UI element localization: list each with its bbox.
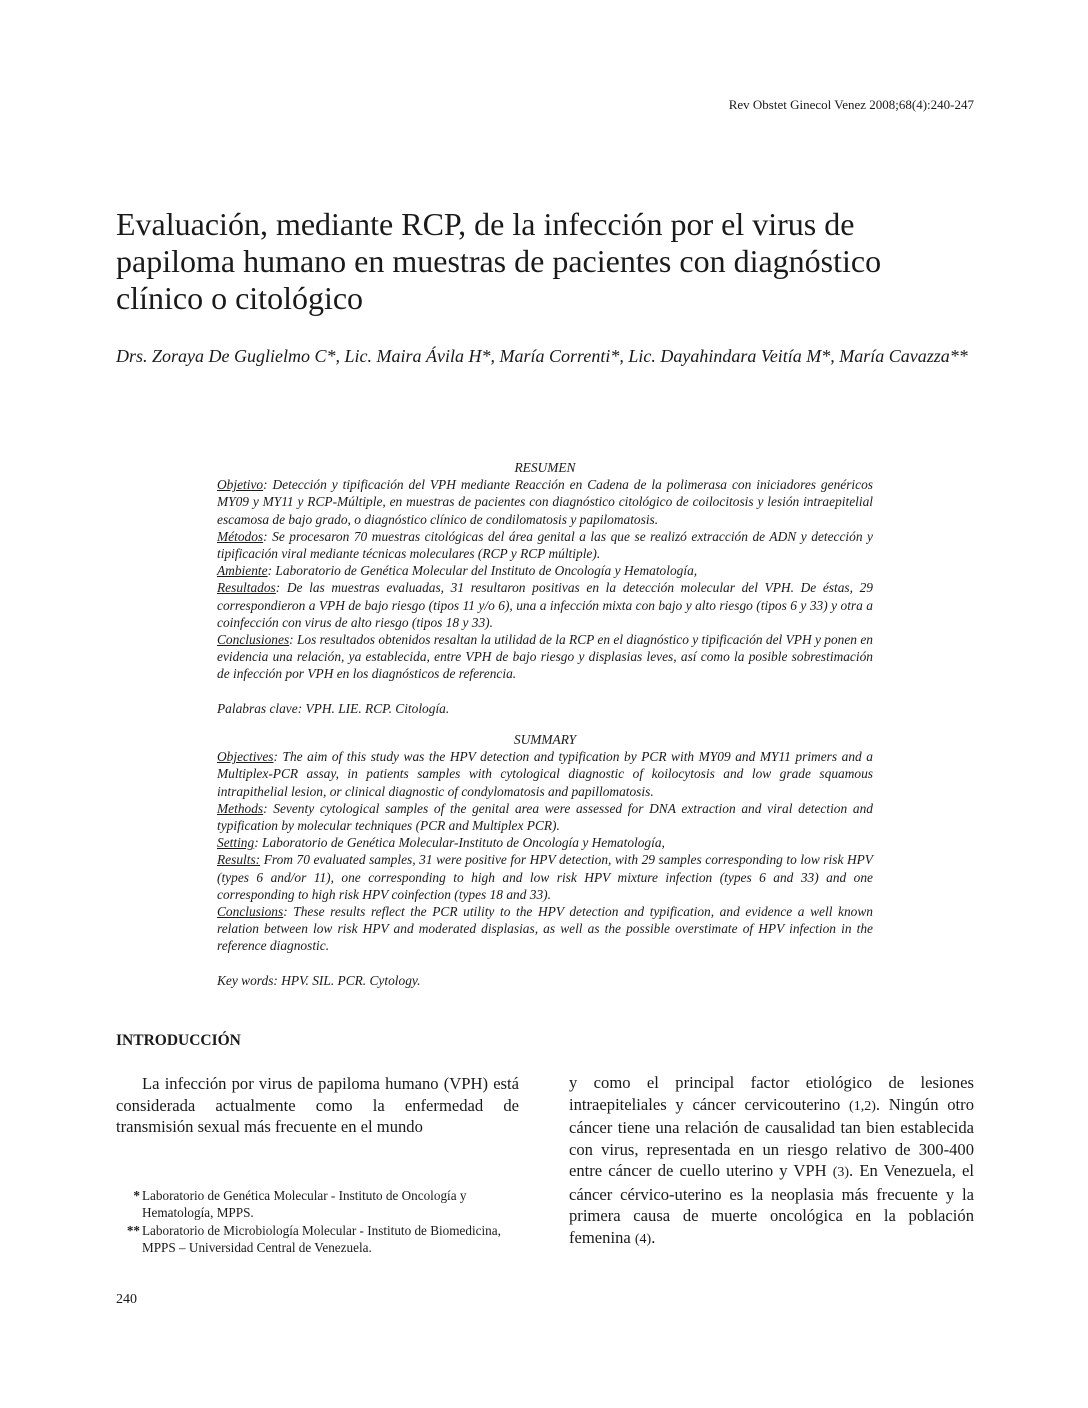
section-text: : De las muestras evaluadas, 31 resultaron positivas en la detección molecular del VPH. De éstas, 29 correspondieron a VPH de bajo riesgo (tipos 11 y/o 6), una a infección mixta con bajo y alto riesgo (tipos 6 y 33) y otra a coinfección con virus de alto riesgo (tipos 18 y 33). — [217, 580, 873, 630]
intro-text: . — [651, 1227, 656, 1247]
citation: (3) — [832, 1165, 850, 1180]
intro-text: y como el principal factor etiológico de lesiones intraepiteliales y cáncer cervicouterino — [569, 1073, 974, 1114]
summary-results — [217, 851, 873, 903]
section-text: : Detección y tipificación del VPH mediante Reacción en Cadena de la polimerasa con iniciadores genéricos MY09 y MY11 y RCP-Múltiple, en muestras de pacientes con diagnóstico citológico de coilocitosis y lesión intraepitelial escamosa de bajo grado, o diagnóstico clínico de condilomatosis y papilomatosis. — [217, 477, 873, 527]
intro-column-left: La infección por virus de papiloma humano (VPH) está considerada actualmente como la enfermedad de transmisión sexual más frecuente en el mundo — [116, 1074, 519, 1136]
resumen-conclusiones — [217, 631, 873, 683]
section-label: Conclusions — [217, 904, 284, 920]
intro-text: . Ningún otro cáncer tiene una relación de causalidad tan bien establecida con virus, representada en un riesgo relativo de 300-400 entre cáncer de cuello uterino y VPH — [569, 1094, 974, 1180]
section-label: Methods — [217, 800, 264, 816]
section-text: : These results reflect the PCR utility to the HPV detection and typification, and evidence a well known relation between low risk HPV and moderated displasias, as well as the possible overstimate of HPV infection in the reference diagnostic. — [217, 904, 873, 954]
resumen-metodos — [217, 528, 873, 562]
section-text: : Se procesaron 70 muestras citológicas del área genital a las que se realizó extracción de ADN y detección y tipificación viral mediante técnicas moleculares (RCP y RCP múltiple). — [217, 528, 873, 562]
section-heading-introduccion: INTRODUCCIÓN — [116, 1032, 241, 1049]
summary-abstract — [217, 731, 873, 989]
section-text: : The aim of this study was the HPV detection and typification by PCR with MY09 and MY11 primers and a Multiplex-PCR assay, in patients samples with cytological diagnostic of koilocytosis and low grade squamous intrapithelial lesion, or clinical diagnostic of condylomatosis and papillomatosis. — [217, 749, 873, 799]
intro-text: . En Venezuela, el cáncer cérvico-uterino es la neoplasia más frecuente y la primera causa de muerte oncológica en la población femenina — [569, 1161, 974, 1247]
journal-reference: Rev Obstet Ginecol Venez 2008;68(4):240-247 — [728, 97, 974, 112]
author-list: Drs. Zoraya De Guglielmo C*, Lic. Maira Ávila H*, María Correnti*, Lic. Dayahindara Veitía M*, María Cavazza** — [116, 346, 968, 366]
footnote — [116, 1187, 520, 1222]
footnote-mark: * — [133, 1188, 140, 1203]
article-title: Evaluación, mediante RCP, de la infección por el virus de papiloma humano en muestras de pacientes con diagnóstico clínico o citológico — [116, 206, 882, 316]
summary-heading: SUMMARY — [513, 732, 577, 747]
section-text: : Seventy cytological samples of the genital area were assessed for DNA extraction and viral detection and typification by molecular techniques (PCR and Multiplex PCR). — [217, 800, 873, 834]
section-label: Objetivo — [217, 477, 264, 493]
citation: (4) — [634, 1231, 652, 1247]
page-number: 240 — [116, 1292, 137, 1307]
resumen-ambiente — [217, 562, 873, 579]
citation: (1,2) — [849, 1098, 876, 1114]
summary-methods — [217, 800, 873, 834]
resumen-objetivo — [217, 476, 873, 528]
section-label: Setting — [217, 835, 255, 851]
footnote-text: Laboratorio de Microbiología Molecular - Instituto de Biomedicina, MPPS – Universidad Central de Venezuela. — [142, 1222, 501, 1256]
summary-objectives — [217, 748, 873, 800]
section-label: Results: — [217, 852, 261, 868]
section-text: : Los resultados obtenidos resaltan la utilidad de la RCP en el diagnóstico y tipificación del VPH y ponen en evidencia una relación, ya establecida, entre VPH de bajo riesgo y displasias leves, así como la posible sobrestimación de infección por VPH en los diagnósticos de referencia. — [217, 632, 873, 682]
resumen-heading: RESUMEN — [514, 460, 576, 475]
resumen-abstract — [217, 459, 873, 717]
section-label: Objectives — [217, 749, 274, 765]
section-text: From 70 evaluated samples, 31 were positive for HPV detection, with 29 samples corresponding to low risk HPV (types 6 and/or 11), one corresponding to high and low risk HPV mixture infection (types 6 and 33) and one corresponding to high risk HPV coinfection (types 18 and 33). — [217, 852, 873, 902]
affiliation-footnotes — [116, 1187, 520, 1257]
section-label: Conclusiones — [217, 632, 290, 648]
summary-setting — [217, 834, 873, 851]
section-text: : Laboratorio de Genética Molecular del Instituto de Oncología y Hematología, — [267, 563, 698, 579]
section-label: Ambiente — [217, 563, 268, 579]
footnote-text: Laboratorio de Genética Molecular - Instituto de Oncología y Hematología, MPPS. — [142, 1188, 467, 1221]
key-words: Key words: HPV. SIL. PCR. Cytology. — [217, 972, 421, 988]
resumen-resultados — [217, 579, 873, 631]
section-text: : Laboratorio de Genética Molecular-Instituto de Oncología y Hematología, — [254, 835, 665, 851]
intro-column-right — [569, 1072, 974, 1250]
section-label: Métodos — [217, 528, 264, 544]
footnote — [116, 1222, 520, 1257]
summary-conclusions — [217, 903, 873, 955]
footnote-mark: ** — [126, 1222, 140, 1238]
palabras-clave: Palabras clave: VPH. LIE. RCP. Citología. — [217, 700, 450, 716]
section-label: Resultados — [217, 580, 276, 596]
